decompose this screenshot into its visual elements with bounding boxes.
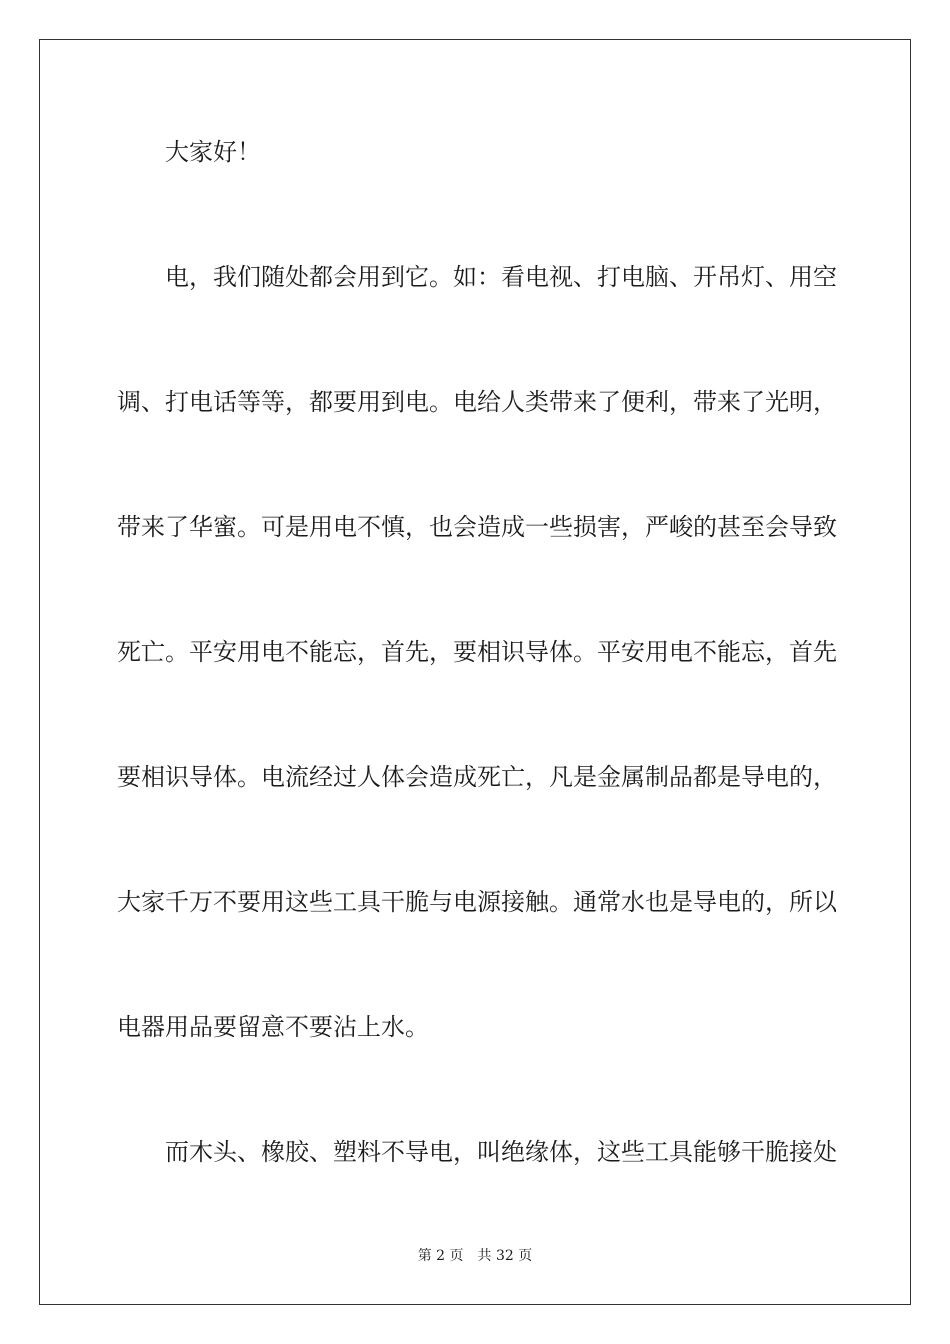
paragraph-line-7: 电器用品要留意不要沾上水。 [117,1013,429,1041]
paragraph-line-5: 要相识导体。电流经过人体会造成死亡，凡是金属制品都是导电的， [117,763,837,791]
page-total: 共 32 页 [477,1248,533,1264]
paragraph-line-3: 带来了华蜜。可是用电不慎，也会造成一些损害，严峻的甚至会导致 [117,513,837,541]
paragraph-line-8: 而木头、橡胶、塑料不导电，叫绝缘体，这些工具能够干脆接处 [165,1138,837,1166]
paragraph-line-6: 大家千万不要用这些工具干脆与电源接触。通常水也是导电的，所以 [117,888,837,916]
page-frame [39,39,911,1305]
paragraph-line-2: 调、打电话等等，都要用到电。电给人类带来了便利，带来了光明， [117,388,837,416]
paragraph-line-4: 死亡。平安用电不能忘，首先，要相识导体。平安用电不能忘，首先 [117,638,837,666]
greeting-line: 大家好！ [165,138,261,166]
page-footer [0,1247,950,1265]
paragraph-line-1: 电，我们随处都会用到它。如：看电视、打电脑、开吊灯、用空 [165,263,837,291]
page-number: 第 2 页 [417,1248,464,1264]
